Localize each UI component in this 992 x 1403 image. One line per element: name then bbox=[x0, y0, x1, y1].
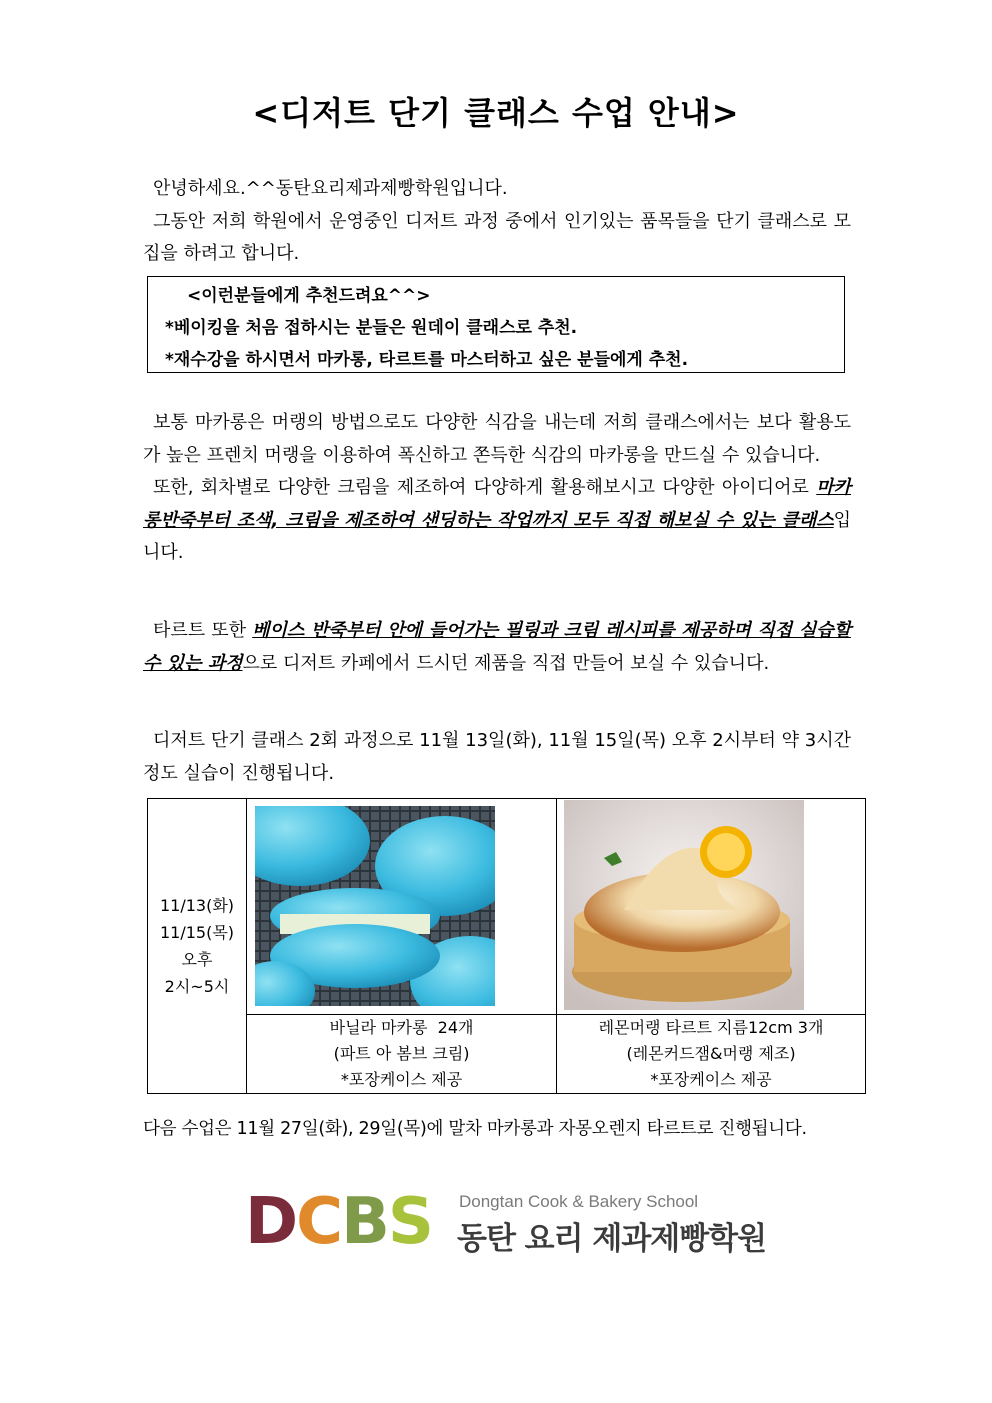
tart-item-name: 레몬머랭 타르트 지름12cm 3개 bbox=[598, 1018, 824, 1037]
intro-description: 그동안 저희 학원에서 운영중인 디저트 과정 중에서 인기있는 품목들을 단기 클래스로 모집을 하려고 합니다. bbox=[143, 210, 851, 264]
tart-item-note: *포장케이스 제공 bbox=[650, 1070, 772, 1089]
intro-greeting: 안녕하세요.^^동탄요리제과제빵학원입니다. bbox=[153, 178, 508, 199]
tart-caption-cell bbox=[557, 1015, 866, 1094]
recommend-item-beginner: *베이킹을 처음 접하시는 분들은 원데이 클래스로 추천. bbox=[165, 318, 578, 338]
logo-letter-c: C bbox=[296, 1185, 342, 1259]
schedule-description: 디저트 단기 클래스 2회 과정으로 11월 13일(화), 11월 15일(목) 오후 2시부터 약 3시간 정도 실습이 진행됩니다. bbox=[143, 730, 851, 784]
macaron-process bbox=[143, 472, 851, 570]
tart-pre: 타르트 또한 bbox=[153, 620, 253, 641]
macaron-photo bbox=[255, 806, 495, 1006]
next-class-note: 다음 수업은 11월 27일(화), 29일(목)에 말차 마카롱과 자몽오렌지 타르트로 진행됩니다. bbox=[143, 1119, 807, 1139]
macaron-process-pre: 또한, 회차별로 다양한 크림을 제조하여 다양하게 활용해보시고 다양한 아이디어로 bbox=[153, 477, 817, 498]
tart-section bbox=[143, 615, 851, 680]
tart-emphasis: 베이스 반죽부터 안에 들어가는 필링과 크림 레시피를 제공하며 직접 실습할 수 있는 과정 bbox=[143, 620, 851, 674]
tart-item-detail: (레몬커드잼&머랭 제조) bbox=[626, 1044, 796, 1063]
schedule-section bbox=[143, 725, 851, 790]
macaron-caption-cell bbox=[247, 1015, 557, 1094]
macaron-description: 보통 마카롱은 머랭의 방법으로도 다양한 식감을 내는데 저희 클래스에서는 보다 활용도가 높은 프렌치 머랭을 이용하여 폭신하고 쫀득한 식감의 마카롱을 만드실 수 있습니다. bbox=[143, 412, 851, 466]
macaron-item-name: 바닐라 마카롱 24개 bbox=[329, 1018, 474, 1037]
tart-photo-cell bbox=[557, 799, 866, 1015]
schedule-date-1: 11/13(화) bbox=[159, 896, 235, 915]
macaron-item-detail: (파트 아 봄브 크림) bbox=[333, 1044, 470, 1063]
macaron-process-post: 입니다. bbox=[143, 509, 851, 563]
recommend-box bbox=[147, 276, 845, 373]
logo-letter-d: D bbox=[245, 1185, 297, 1259]
schedule-time: 2시~5시 bbox=[164, 977, 230, 996]
recommend-heading: <이런분들에게 추천드려요^^> bbox=[187, 286, 431, 306]
schedule-date-2: 11/15(목) bbox=[159, 923, 235, 942]
intro-section bbox=[143, 173, 851, 271]
logo-letter-b: B bbox=[341, 1185, 388, 1259]
logo-mark bbox=[245, 1185, 432, 1259]
macaron-item-note: *포장케이스 제공 bbox=[340, 1070, 463, 1089]
schedule-table bbox=[147, 798, 866, 1094]
schedule-time-cell bbox=[148, 799, 247, 1094]
macaron-photo-cell bbox=[247, 799, 557, 1015]
logo-english-name: Dongtan Cook & Bakery School bbox=[459, 1192, 699, 1211]
lemon-tart-photo bbox=[564, 800, 804, 1010]
macaron-process-emphasis: 마카롱반죽부터 조색, 크림을 제조하여 샌딩하는 작업까지 모두 직접 해보실 수 있는 클래스 bbox=[143, 477, 851, 531]
logo-korean-name: 동탄 요리 제과제빵학원 bbox=[457, 1221, 767, 1257]
page-title: <디저트 단기 클래스 수업 안내> bbox=[252, 94, 740, 132]
recommend-item-retake: *재수강을 하시면서 마카롱, 타르트를 마스터하고 싶은 분들에게 추천. bbox=[165, 350, 689, 370]
schedule-ampm: 오후 bbox=[181, 950, 213, 969]
macaron-section bbox=[143, 407, 851, 570]
logo-letter-s: S bbox=[387, 1185, 432, 1259]
school-logo bbox=[245, 1185, 767, 1259]
tart-post: 으로 디저트 카페에서 드시던 제품을 직접 만들어 보실 수 있습니다. bbox=[242, 652, 770, 674]
